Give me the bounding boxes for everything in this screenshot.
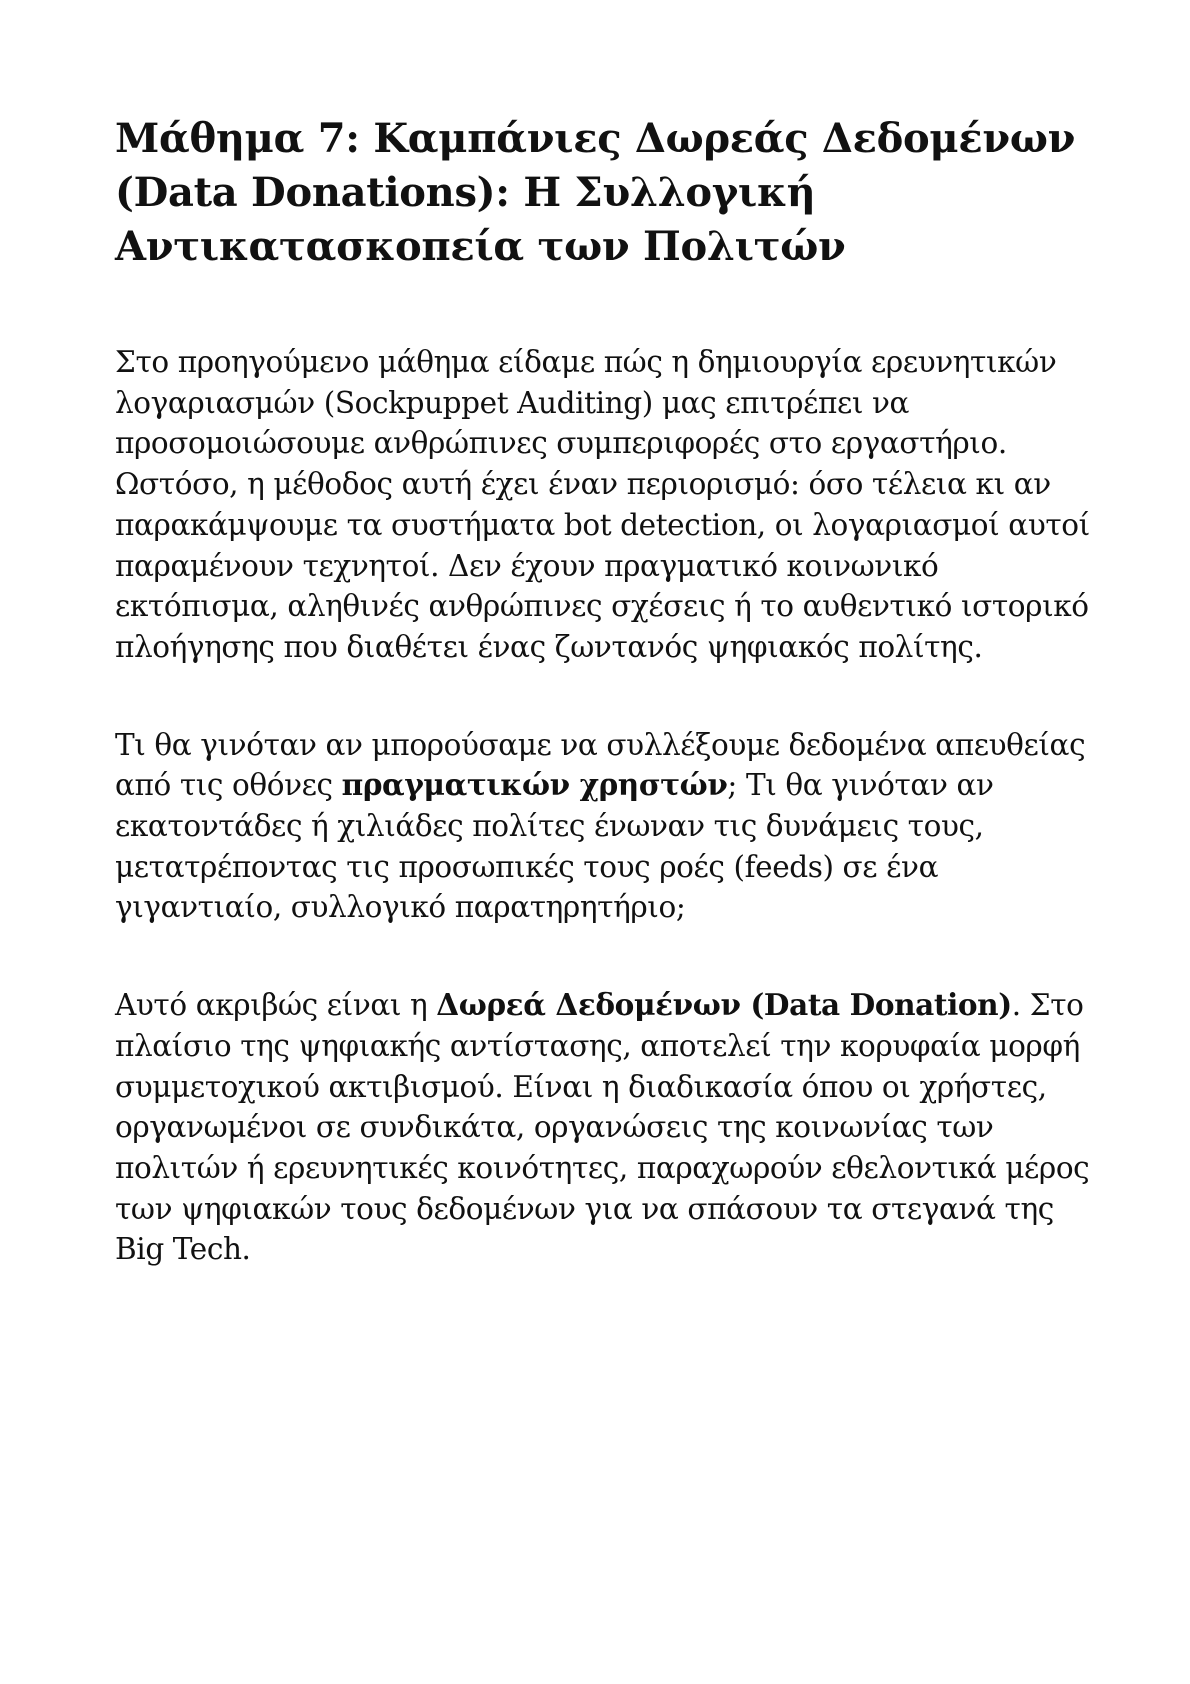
paragraph-definition-emphasis: Δωρεά Δεδομένων (Data Donation) (436, 987, 1012, 1023)
paragraph-definition (115, 985, 1095, 1270)
paragraph-question-emphasis: πραγματικών χρηστών (341, 767, 728, 803)
paragraph-question (115, 725, 1095, 929)
paragraph-question-text-end: ; Τι θα γινόταν αν εκατοντάδες ή χιλιάδες πολίτες ένωναν τις δυνάμεις τους, μετατρέποντας τις προσωπικές τους ροές (feeds) σε ένα γιγαντιαίο, συλλογικό παρατηρητήριο; (115, 768, 994, 925)
document-page (115, 112, 1095, 1327)
paragraph-intro: Στο προηγούμενο μάθημα είδαμε πώς η δημιουργία ερευνητικών λογαριασμών (Sockpuppet Auditing) μας επιτρέπει να προσομοιώσουμε ανθρώπινες συμπεριφορές στο εργαστήριο. Ωστόσο, η μέθοδος αυτή έχει έναν περιορισμό: όσο τέλεια κι αν παρακάμψουμε τα συστήματα bot detection, οι λογαριασμοί αυτοί παραμένουν τεχνητοί. Δεν έχουν πραγματικό κοινωνικό εκτόπισμα, αληθινές ανθρώπινες σχέσεις ή το αυθεντικό ιστορικό πλοήγησης που διαθέτει ένας ζωντανός ψηφιακός πολίτης. (115, 345, 1090, 664)
paragraph-definition-text-start: Αυτό ακριβώς είναι η (115, 988, 437, 1023)
paragraph-question-text-start: Τι θα γινόταν αν μπορούσαμε να συλλέξουμε δεδομένα απευθείας από τις οθόνες (115, 727, 1086, 803)
page-title: Μάθημα 7: Καμπάνιες Δωρεάς Δεδομένων (Data Donations): Η Συλλογική Αντικατασκοπεία των Πολιτών (115, 115, 1076, 270)
paragraph-definition-text-end: . Στο πλαίσιο της ψηφιακής αντίστασης, αποτελεί την κορυφαία μορφή συμμετοχικού ακτιβισμού. Είναι η διαδικασία όπου οι χρήστες, οργανωμένοι σε συνδικάτα, οργανώσεις της κοινωνίας των πολιτών ή ερευνητικές κοινότητες, παραχωρούν εθελοντικά μέρος των ψηφιακών τους δεδομένων για να σπάσουν τα στεγανά της Big Tech. (115, 988, 1090, 1267)
